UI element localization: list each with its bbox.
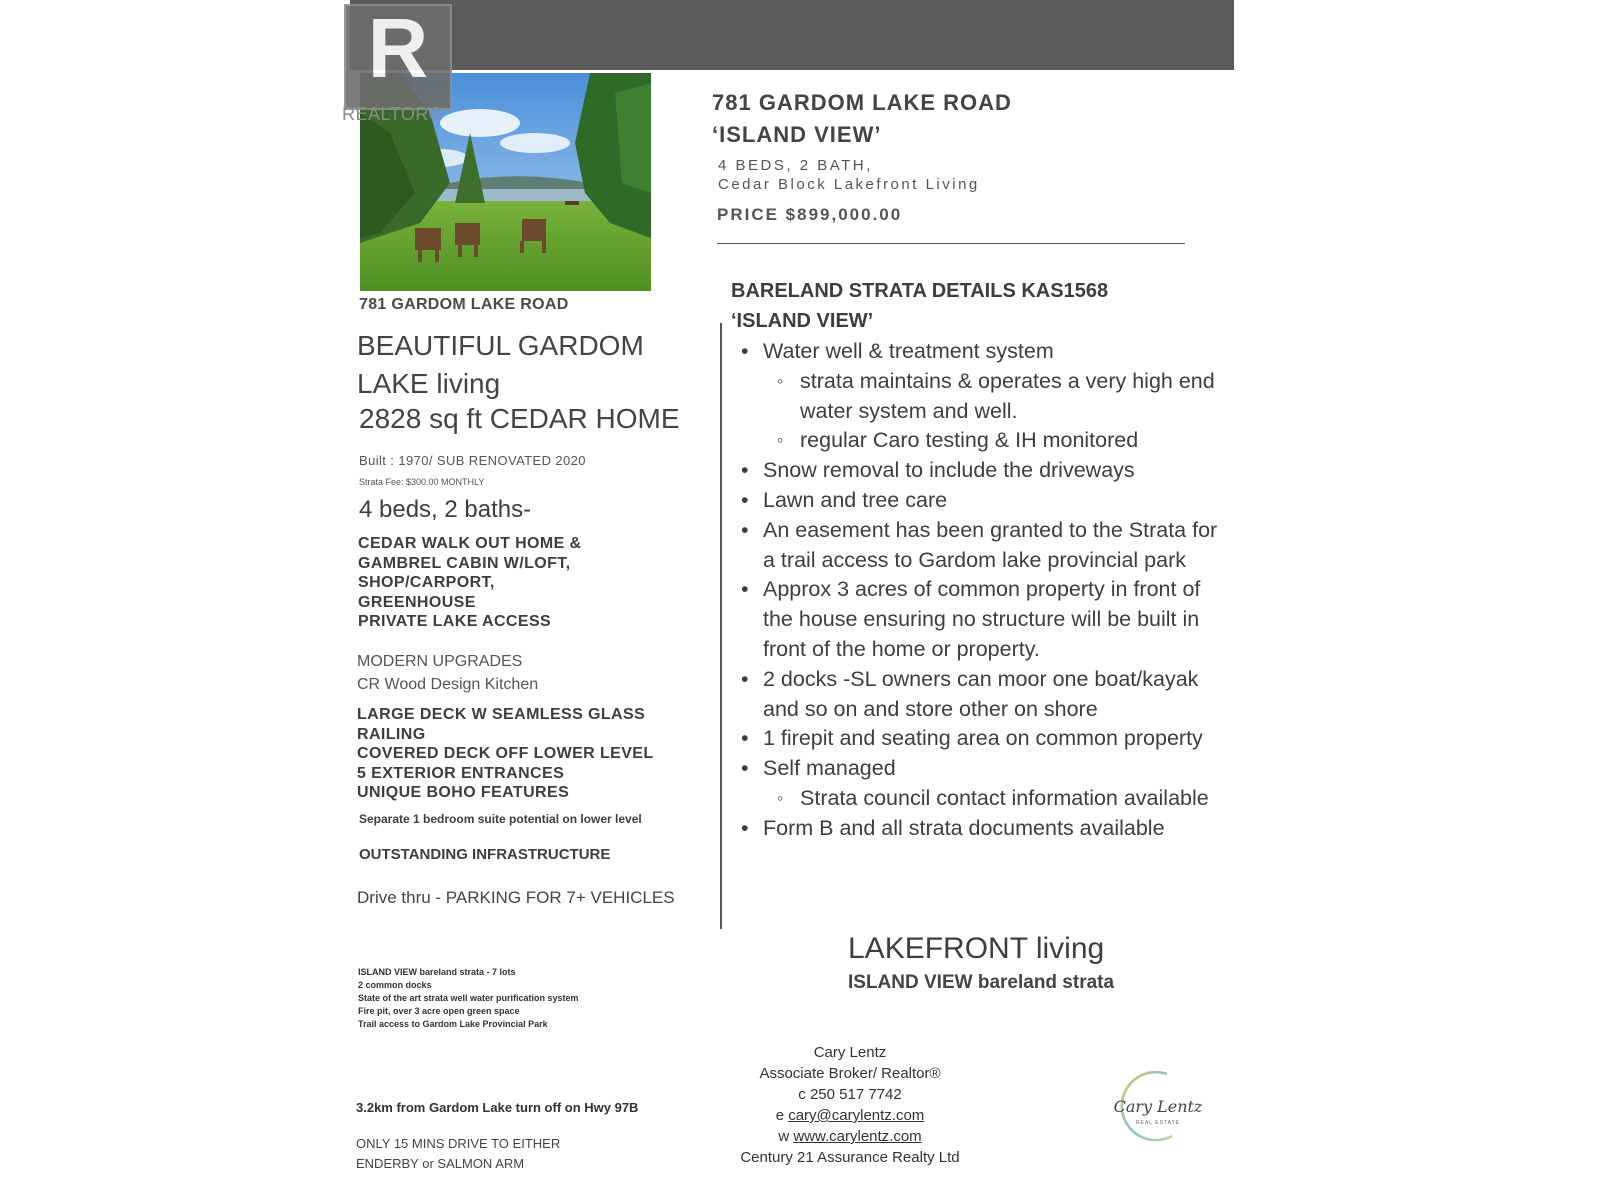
strata-heading-line: ‘ISLAND VIEW’ <box>731 310 874 332</box>
headline <box>357 327 644 403</box>
summary-line: Trail access to Gardom Lake Provincial Park <box>358 1019 548 1029</box>
email-link[interactable]: cary@carylentz.com <box>788 1107 925 1124</box>
summary-line: Fire pit, over 3 acre open green space <box>358 1006 520 1016</box>
signature-sub: REAL ESTATE <box>1136 1120 1180 1126</box>
strata-heading-line: BARELAND STRATA DETAILS KAS1568 <box>731 280 1109 302</box>
realtor-logo <box>344 1 452 110</box>
price: PRICE $899,000.00 <box>717 205 903 224</box>
deck-line: COVERED DECK OFF LOWER LEVEL <box>357 745 654 762</box>
parking-note: Drive thru - PARKING FOR 7+ VEHICLES <box>357 888 675 907</box>
strata-details-list <box>741 337 1271 844</box>
list-item: • 1 firepit and seating area on common property <box>741 724 1271 754</box>
email-prefix: e <box>775 1107 789 1124</box>
list-item: a trail access to Gardom lake provincial park <box>763 547 1187 572</box>
header-bar <box>350 0 1234 70</box>
list-item: ◦ strata maintains & operates a very high end <box>741 367 1271 397</box>
feature-line: PRIVATE LAKE ACCESS <box>358 613 552 630</box>
upgrade-line: CR Wood Design Kitchen <box>357 676 539 693</box>
feature-line: GREENHOUSE <box>358 593 476 611</box>
contact-name: Cary Lentz <box>813 1044 887 1061</box>
feature-line: CEDAR WALK OUT HOME & <box>358 535 582 552</box>
left-address: 781 GARDOM LAKE ROAD <box>359 296 569 313</box>
list-item: front of the home or property. <box>763 636 1040 661</box>
list-item: • Snow removal to include the driveways <box>741 456 1271 486</box>
vertical-divider <box>720 323 722 929</box>
feature-line: GAMBREL CABIN W/LOFT, <box>358 554 571 572</box>
list-item: and so on and store other on shore <box>763 696 1098 721</box>
list-item: • An easement has been granted to the Strata for <box>741 516 1271 546</box>
deck-line: LARGE DECK W SEAMLESS GLASS <box>357 706 646 723</box>
contact-web-row <box>700 1126 1000 1147</box>
list-item: • Approx 3 acres of common property in front of <box>741 575 1271 605</box>
lakefront-heading: LAKEFRONT living <box>848 932 1105 965</box>
beds-line: 4 BEDS, 2 BATH, <box>718 157 873 174</box>
summary-line: ISLAND VIEW bareland strata - 7 lots <box>358 967 516 977</box>
built-info: Built : 1970/ SUB RENOVATED 2020 <box>359 453 586 468</box>
list-item: ◦ Strata council contact information available <box>741 784 1271 814</box>
drive-time-line: ONLY 15 MINS DRIVE TO EITHER <box>356 1136 561 1151</box>
upgrades <box>357 650 538 696</box>
strata-summary <box>358 966 579 1031</box>
contact-email-row <box>700 1105 1000 1126</box>
list-item: • Self managed <box>741 754 1271 784</box>
feature-list <box>358 534 582 632</box>
realtor-logo-text: REALTOR® <box>342 104 443 124</box>
list-item: • Form B and all strata documents available <box>741 814 1271 844</box>
beds-line: Cedar Block Lakefront Living <box>718 176 980 193</box>
distance-note: 3.2km from Gardom Lake turn off on Hwy 97B <box>356 1100 639 1115</box>
realtor-logo-letter: R <box>367 1 429 95</box>
beds-baths: 4 beds, 2 baths- <box>359 496 532 523</box>
island-view-subheading: ISLAND VIEW bareland strata <box>848 972 1115 993</box>
list-item: water system and well. <box>800 398 1018 423</box>
deck-features <box>357 705 654 803</box>
contact-title: Associate Broker/ Realtor® <box>759 1065 941 1082</box>
signature-script: Cary Lentz <box>1113 1097 1202 1116</box>
deck-line: UNIQUE BOHO FEATURES <box>357 784 570 801</box>
website-link[interactable]: www.carylentz.com <box>793 1128 922 1145</box>
upgrade-line: MODERN UPGRADES <box>357 653 523 670</box>
signature-logo <box>1112 1066 1202 1151</box>
contact-block <box>700 1042 1000 1168</box>
list-item: • Water well & treatment system <box>741 337 1271 367</box>
deck-line: 5 EXTERIOR ENTRANCES <box>357 764 565 782</box>
strata-heading <box>731 276 1108 336</box>
list-item: ◦ regular Caro testing & IH monitored <box>741 426 1271 456</box>
list-item: • Lawn and tree care <box>741 486 1271 516</box>
headline-line: BEAUTIFUL GARDOM <box>357 330 644 361</box>
list-item: the house ensuring no structure will be built in <box>763 607 1200 632</box>
contact-company: Century 21 Assurance Realty Ltd <box>740 1149 960 1166</box>
right-beds <box>718 156 980 194</box>
sqft-heading: 2828 sq ft CEDAR HOME <box>359 403 680 434</box>
deck-line: RAILING <box>357 725 426 743</box>
list-item: • 2 docks -SL owners can moor one boat/kayak <box>741 665 1271 695</box>
strata-fee: Strata Fee: $300.00 MONTHLY <box>359 477 485 487</box>
summary-line: 2 common docks <box>358 980 432 990</box>
address-line: ‘ISLAND VIEW’ <box>712 122 882 147</box>
summary-line: State of the art strata well water purification system <box>358 993 579 1003</box>
drive-time <box>356 1134 560 1174</box>
web-prefix: w <box>778 1128 794 1145</box>
address-line: 781 GARDOM LAKE ROAD <box>712 90 1012 115</box>
drive-time-line: ENDERBY or SALMON ARM <box>356 1156 525 1171</box>
right-address <box>712 87 1012 151</box>
headline-line: LAKE living <box>357 368 501 399</box>
suite-note: Separate 1 bedroom suite potential on lower level <box>359 812 642 826</box>
divider <box>717 243 1185 244</box>
infrastructure-heading: OUTSTANDING INFRASTRUCTURE <box>359 846 611 863</box>
feature-line: SHOP/CARPORT, <box>358 574 495 591</box>
contact-phone: c 250 517 7742 <box>798 1086 902 1103</box>
